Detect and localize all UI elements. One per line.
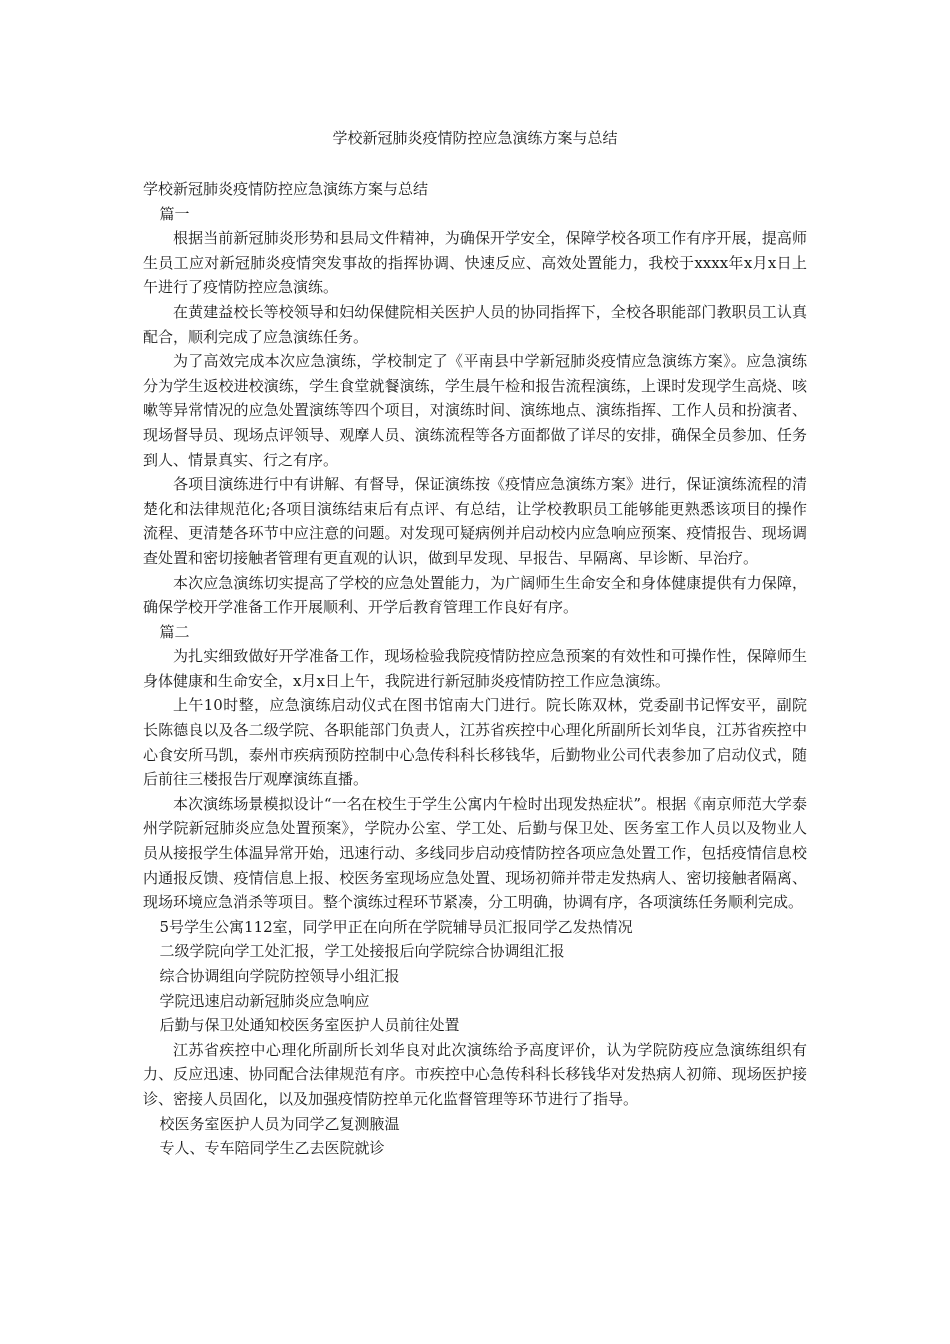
paragraph: 江苏省疾控中心理化所副所长刘华良对此次演练给予高度评价，认为学院防疫应急演练组织有力、反应迅速、协同配合法律规范有序。市疾控中心急传科科长移钱华对发热病人初筛、现场医护接诊、密接人员固化，以及加强疫情防控单元化监督管理等环节进行了指导。 [143,1040,807,1108]
paragraph: 各项目演练进行中有讲解、有督导，保证演练按《疫情应急演练方案》进行，保证演练流程的清楚化和法律规范化;各项目演练结束后有点评、有总结，让学校教职员工能够能更熟悉该项目的操作流程、更清楚各环节中应注意的问题。对发现可疑病例并启动校内应急响应预案、疫情报告、现场调查处置和密切接触者管理有更直观的认识，做到早发现、早报告、早隔离、早诊断、早治疗。 [143,475,807,567]
paragraph: 为了高效完成本次应急演练，学校制定了《平南县中学新冠肺炎疫情应急演练方案》。应急演练分为学生返校进校演练，学生食堂就餐演练，学生晨午检和报告流程演练，上课时发现学生高烧、咳嗽等异常情况的应急处置演练等四个项目，对演练时间、演练地点、演练指挥、工作人员和扮演者、现场督导员、现场点评领导、观摩人员、演练流程等各方面都做了详尽的安排，确保全员参加、任务到人、情景真实、行之有序。 [143,352,807,469]
caption-line: 综合协调组向学院防控领导小组汇报 [159,967,400,985]
document-heading: 学校新冠肺炎疫情防控应急演练方案与总结 [143,180,429,198]
caption-line: 专人、专车陪同学生乙去医院就诊 [159,1139,385,1158]
caption-line: 后勤与保卫处通知校医务室医护人员前往处置 [159,1016,460,1035]
paragraph: 上午10时整，应急演练启动仪式在图书馆南大门进行。院长陈双林，党委副书记恽安平，副院长陈德良以及各二级学院、各职能部门负责人，江苏省疾控中心理化所副所长刘华良，江苏省疾控中心食安所马凯，泰州市疾病预防控制中心急传科科长移钱华，后勤物业公司代表参加了启动仪式，随后前往三楼报告厅观摩演练直播。 [143,696,807,789]
paragraph: 本次演练场景模拟设计“一名在校生于学生公寓内午检时出现发热症状”。根据《南京师范大学泰州学院新冠肺炎应急处置预案》，学院办公室、学工处、后勤与保卫处、医务室工作人员以及物业人员从接报学生体温异常开始，迅速行动、多线同步启动疫情防控各项应急处置工作，包括疫情信息校内通报反馈、疫情信息上报、校医务室现场应急处置、现场初筛并带走发热病人、密切接触者隔离、现场环境应急消杀等项目。整个演练过程环节紧凑，分工明确，协调有序，各项演练任务顺利完成。 [143,794,807,912]
paragraph: 在黄建益校长等校领导和妇幼保健院相关医护人员的协同指挥下，全校各职能部门教职员工认真配合，顺利完成了应急演练任务。 [143,302,807,346]
paragraph: 本次应急演练切实提高了学校的应急处置能力，为广阔师生生命安全和身体健康提供有力保障，确保学校开学准备工作开展顺利、开学后教育管理工作良好有序。 [143,573,807,617]
paragraph: 根据当前新冠肺炎形势和县局文件精神，为确保开学安全，保障学校各项工作有序开展，提高师生员工应对新冠肺炎疫情突发事故的指挥协调、快速反应、高效处置能力，我校于xxxx年x月x日上午进行了疫情防控应急演练。 [143,229,807,297]
paragraph: 为扎实细致做好开学准备工作，现场检验我院疫情防控应急预案的有效性和可操作性，保障师生身体健康和生命安全，x月x日上午，我院进行新冠肺炎疫情防控工作应急演练。 [143,647,807,690]
caption-line: 二级学院向学工处汇报，学工处接报后向学院综合协调组汇报 [159,942,565,961]
document-body [143,177,807,1161]
section-label: 篇一 [159,204,190,223]
caption-line: 校医务室医护人员为同学乙复测腋温 [159,1114,400,1133]
page-title: 学校新冠肺炎疫情防控应急演练方案与总结 [332,129,618,147]
section-label: 篇二 [159,622,190,641]
caption-line: 学院迅速启动新冠肺炎应急响应 [159,991,370,1010]
caption-line: 5号学生公寓112室，同学甲正在向所在学院辅导员汇报同学乙发热情况 [159,917,633,936]
